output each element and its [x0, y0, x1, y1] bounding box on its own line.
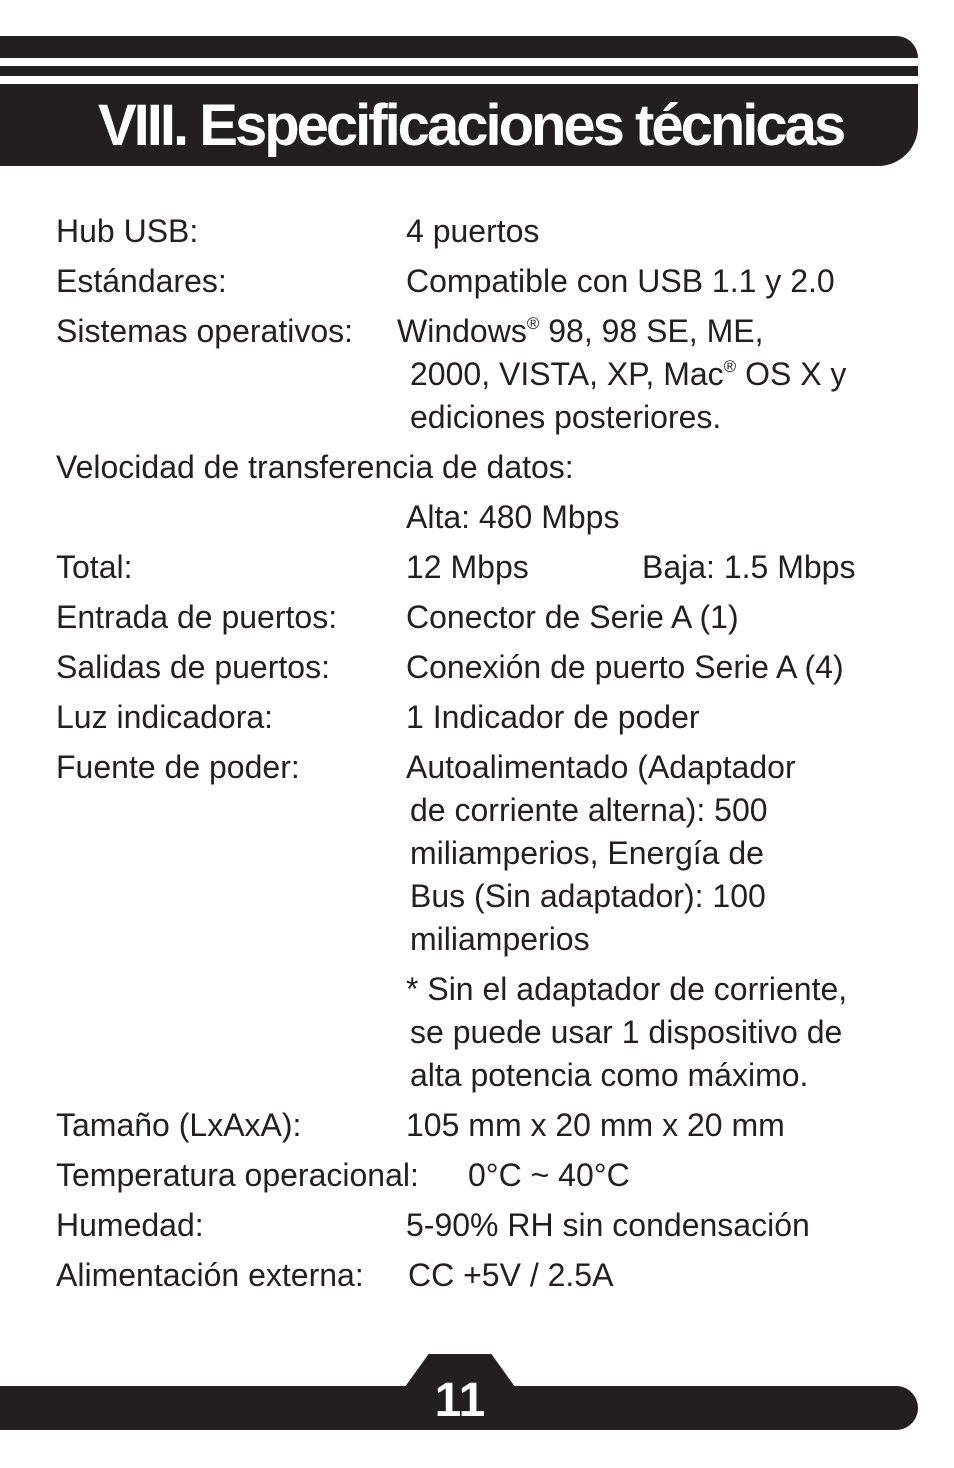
spec-row-power	[56, 746, 916, 1097]
spec-row-humidity	[56, 1204, 916, 1247]
spec-value: Alta: 480 Mbps	[406, 499, 620, 535]
spec-value: Baja: 1.5 Mbps	[642, 549, 856, 585]
spec-row-external-power	[56, 1254, 916, 1297]
spec-value: 0°C ~ 40°C	[468, 1157, 630, 1193]
spec-label: Velocidad de transferencia de datos:	[56, 449, 574, 485]
spec-label: Sistemas operativos:	[56, 313, 354, 349]
spec-label: Humedad:	[56, 1207, 204, 1243]
spec-note: * Sin el adaptador de corriente,	[406, 971, 848, 1007]
spec-note: alta potencia como máximo.	[410, 1057, 809, 1093]
spec-label: Fuente de poder:	[56, 749, 300, 785]
spec-value: 5-90% RH sin condensación	[406, 1207, 810, 1243]
spec-row-temperature	[56, 1154, 916, 1197]
page-title: VIII. Especificaciones técnicas	[98, 93, 844, 158]
spec-value: 1 Indicador de poder	[406, 699, 700, 735]
spec-value: Bus (Sin adaptador): 100	[410, 878, 766, 914]
spec-label: Hub USB:	[56, 213, 199, 249]
spec-value: 2000, VISTA, XP, Mac® OS X y	[410, 356, 847, 392]
footer-band	[0, 1354, 918, 1434]
spec-value: 105 mm x 20 mm x 20 mm	[406, 1107, 785, 1143]
spec-label: Entrada de puertos:	[56, 599, 338, 635]
header-band	[0, 36, 918, 166]
spec-value: de corriente alterna): 500	[410, 792, 768, 828]
spec-label: Alimentación externa:	[56, 1257, 364, 1293]
spec-row-standards	[56, 260, 916, 303]
registered-mark: ®	[723, 357, 737, 376]
spec-label: Luz indicadora:	[56, 699, 274, 735]
spec-label: Total:	[56, 549, 133, 585]
spec-value: miliamperios, Energía de	[410, 835, 764, 871]
spec-value: Windows® 98, 98 SE, ME,	[397, 313, 764, 349]
spec-label: Salidas de puertos:	[56, 649, 330, 685]
spec-value: miliamperios	[410, 921, 590, 957]
spec-label: Temperatura operacional:	[56, 1157, 419, 1193]
spec-value: ediciones posteriores.	[410, 399, 722, 435]
spec-row-size	[56, 1104, 916, 1147]
spec-note: se puede usar 1 dispositivo de	[410, 1014, 843, 1050]
spec-row-hub	[56, 210, 916, 253]
page-number: 11	[434, 1374, 486, 1427]
spec-value: Autoalimentado (Adaptador	[406, 749, 796, 785]
spec-row-total	[56, 546, 916, 589]
spec-row-indicator	[56, 696, 916, 739]
spec-label: Tamaño (LxAxA):	[56, 1107, 302, 1143]
spec-value: Compatible con USB 1.1 y 2.0	[406, 263, 835, 299]
spec-value: 4 puertos	[406, 213, 540, 249]
spec-row-port-output	[56, 646, 916, 689]
spec-value: Conexión de puerto Serie A (4)	[406, 649, 844, 685]
spec-row-port-input	[56, 596, 916, 639]
spec-label: Estándares:	[56, 263, 227, 299]
header-stripe	[0, 66, 918, 76]
spec-value: Conector de Serie A (1)	[406, 599, 739, 635]
registered-mark: ®	[526, 314, 540, 333]
spec-row-os	[56, 310, 916, 439]
header-stripe	[0, 36, 918, 58]
spec-value: 12 Mbps	[406, 549, 529, 585]
spec-value: CC +5V / 2.5A	[408, 1257, 614, 1293]
spec-row-transfer	[56, 446, 916, 489]
spec-row-transfer-high	[56, 496, 916, 539]
spec-list	[56, 210, 916, 1297]
